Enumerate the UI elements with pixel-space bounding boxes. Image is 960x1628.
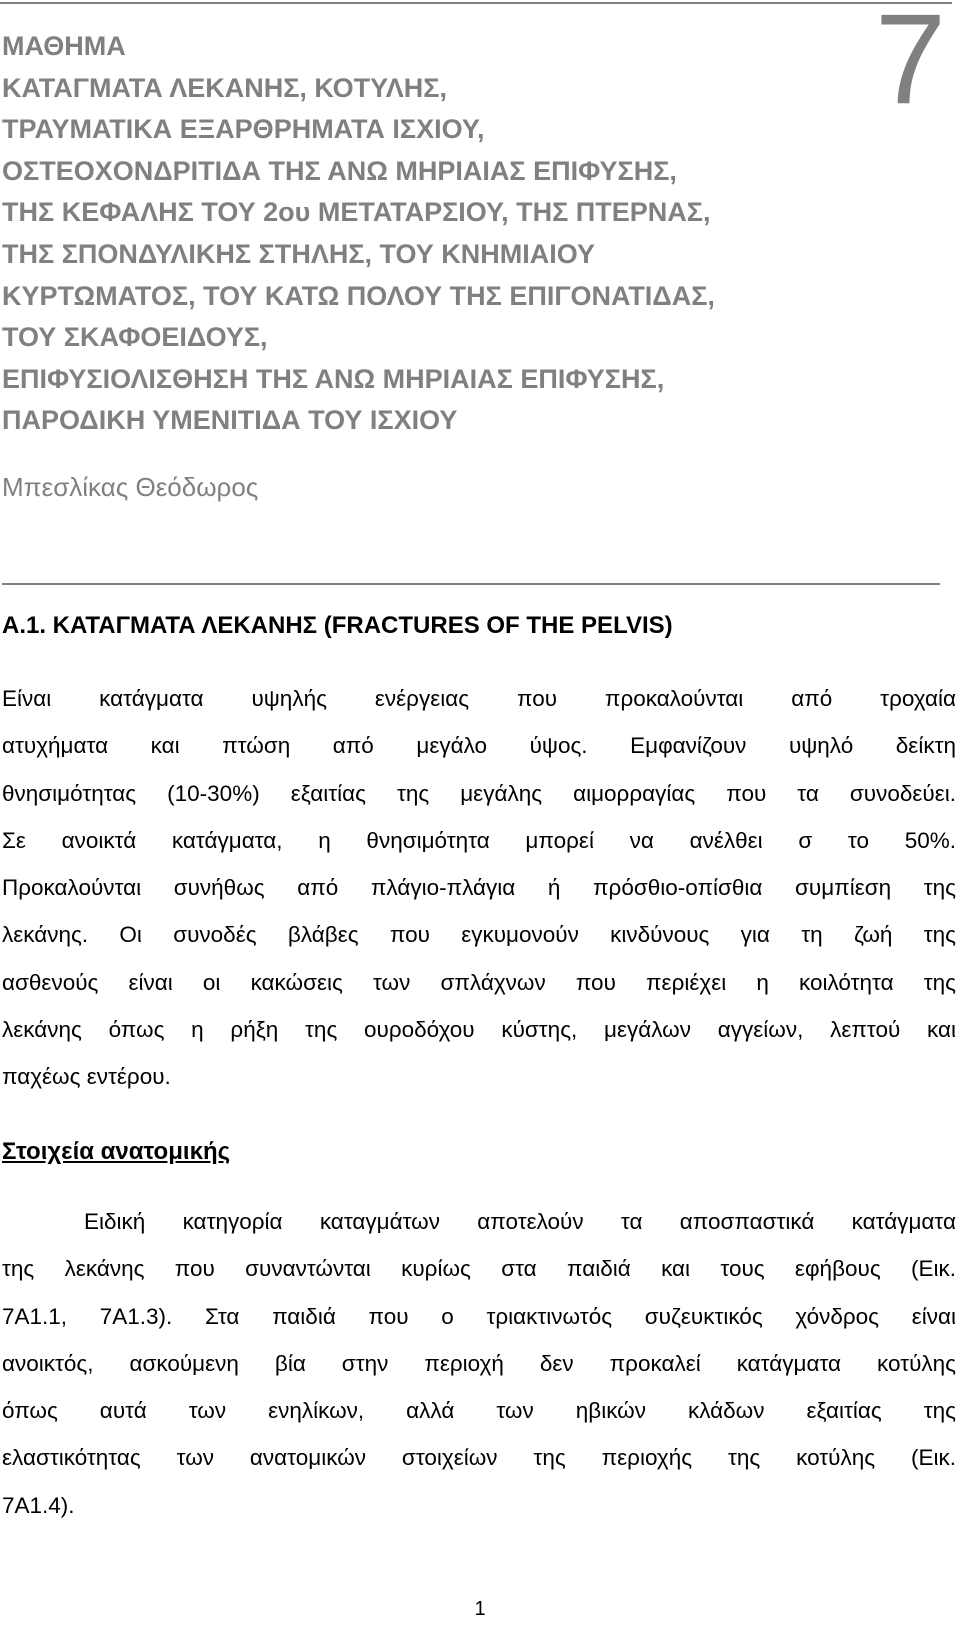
author-name: Μπεσλίκας Θεόδωρος	[2, 472, 259, 502]
paragraph-line: ελαστικότητας των ανατομικών στοιχείων της περιοχής της κοτύλης (Εικ.	[2, 1445, 956, 1471]
title-line: ΜΑΘΗΜΑ	[2, 31, 126, 61]
paragraph-line: ατυχήματα και πτώση από μεγάλο ύψος. Εμφανίζουν υψηλό δείκτη	[2, 733, 956, 759]
title-line: ΕΠΙΦΥΣΙΟΛΙΣΘΗΣΗ ΤΗΣ ΑΝΩ ΜΗΡΙΑΙΑΣ ΕΠΙΦΥΣΗΣ,	[2, 363, 665, 394]
paragraph-line: 7Α1.1, 7Α1.3). Στα παιδιά που ο τριακτινωτός συζευκτικός χόνδρος είναι	[2, 1303, 956, 1329]
section-divider	[2, 583, 940, 585]
title-line: ΚΑΤΑΓΜΑΤΑ ΛΕΚΑΝΗΣ, ΚΟΤΥΛΗΣ,	[2, 72, 447, 103]
chapter-number: 7	[874, 0, 946, 131]
paragraph-line: θνησιμότητας (10-30%) εξαιτίας της μεγάλης αιμορραγίας που τα συνοδεύει.	[2, 780, 956, 806]
paragraph-line: Ειδική κατηγορία καταγμάτων αποτελούν τα αποσπαστικά κατάγματα	[84, 1209, 956, 1234]
paragraph-line: παχέως εντέρου.	[2, 1064, 171, 1090]
paragraph-line: ανοικτός, ασκούμενη βία στην περιοχή δεν προκαλεί κατάγματα κοτύλης	[2, 1350, 956, 1376]
paragraph-line: Προκαλούνται συνήθως από πλάγιο-πλάγια ή πρόσθιο-οπίσθια συμπίεση της	[2, 875, 956, 901]
section-heading: Α.1. ΚΑΤΑΓΜΑΤΑ ΛΕΚΑΝΗΣ (FRACTURES OF THE PELVIS)	[2, 612, 673, 639]
title-line: ΤΗΣ ΣΠΟΝΔΥΛΙΚΗΣ ΣΤΗΛΗΣ, ΤΟΥ ΚΝΗΜΙΑΙΟΥ	[2, 238, 596, 269]
paragraph-line: ασθενούς είναι οι κακώσεις των σπλάχνων που περιέχει η κοιλότητα της	[2, 969, 956, 995]
title-line: ΚΥΡΤΩΜΑΤΟΣ, ΤΟΥ ΚΑΤΩ ΠΟΛΟΥ ΤΗΣ ΕΠΙΓΟΝΑΤΙΔΑΣ,	[2, 280, 715, 311]
lesson-title-block	[2, 26, 862, 442]
title-line: ΤΗΣ ΚΕΦΑΛΗΣ ΤΟΥ 2ου ΜΕΤΑΤΑΡΣΙΟΥ, ΤΗΣ ΠΤΕΡΝΑΣ,	[2, 197, 711, 228]
paragraph-line: λεκάνης όπως η ρήξη της ουροδόχου κύστης, μεγάλων αγγείων, λεπτού και	[2, 1017, 956, 1043]
page-number: 1	[474, 1598, 486, 1620]
subsection-heading: Στοιχεία ανατομικής	[2, 1138, 231, 1165]
paragraph-line: 7Α1.4).	[2, 1492, 75, 1518]
title-line: ΠΑΡΟΔΙΚΗ ΥΜΕΝΙΤΙΔΑ ΤΟΥ ΙΣΧΙΟΥ	[2, 405, 458, 436]
title-line: ΟΣΤΕΟΧΟΝΔΡΙΤΙΔΑ ΤΗΣ ΑΝΩ ΜΗΡΙΑΙΑΣ ΕΠΙΦΥΣΗΣ,	[2, 155, 677, 186]
subsection-paragraph	[2, 1198, 956, 1529]
paragraph-line: της λεκάνης που συναντώνται κυρίως στα παιδιά και τους εφήβους (Εικ.	[2, 1256, 956, 1282]
paragraph-line: λεκάνης. Οι συνοδές βλάβες που εγκυμονούν κινδύνους για τη ζωή της	[2, 922, 956, 948]
section-paragraph	[2, 675, 956, 1101]
paragraph-line: Είναι κατάγματα υψηλής ενέργειας που προκαλούνται από τροχαία	[2, 686, 956, 711]
paragraph-line: Σε ανοικτά κατάγματα, η θνησιμότητα μπορεί να ανέλθει σ το 50%.	[2, 827, 956, 853]
title-line: ΤΡΑΥΜΑΤΙΚΑ ΕΞΑΡΘΡΗΜΑΤΑ ΙΣΧΙΟΥ,	[2, 114, 485, 145]
paragraph-line: όπως αυτά των ενηλίκων, αλλά των ηβικών κλάδων εξαιτίας της	[2, 1398, 956, 1424]
top-rule	[0, 2, 952, 4]
title-line: ΤΟΥ ΣΚΑΦΟΕΙΔΟΥΣ,	[2, 322, 268, 353]
